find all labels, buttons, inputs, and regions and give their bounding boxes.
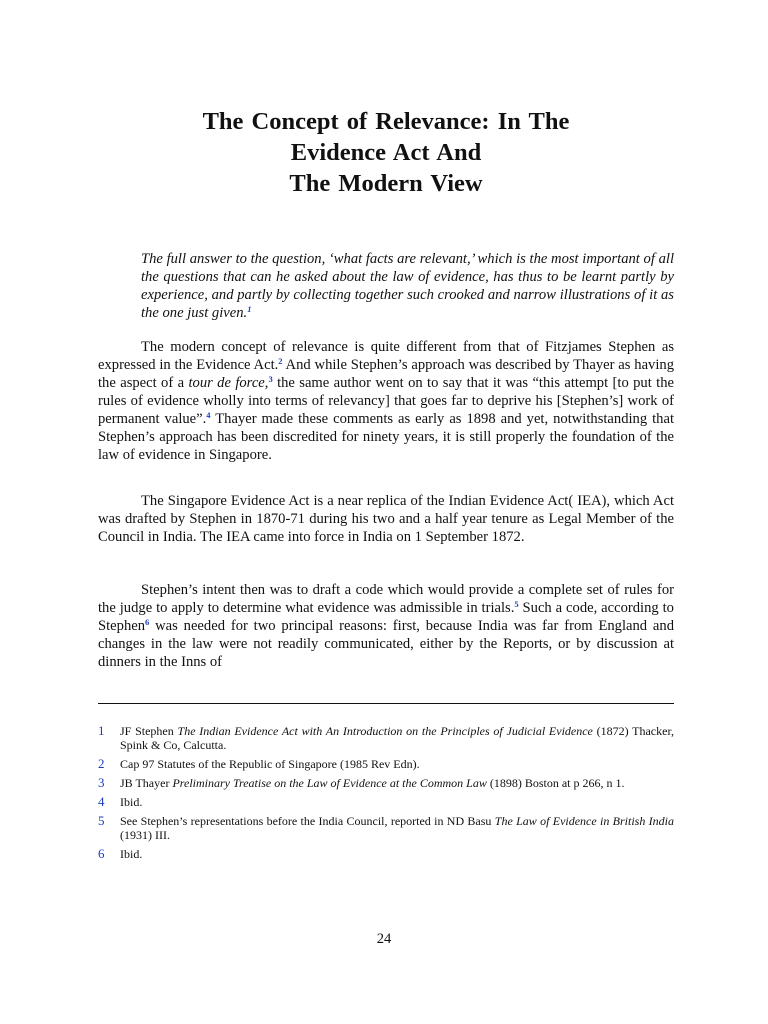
- body-paragraph-3: [98, 581, 674, 671]
- footnote-italic: The Indian Evidence Act with An Introduction on the Principles of Judicial Evidence: [177, 724, 593, 738]
- paragraph-text: was needed for two principal reasons: first, because India was far from England and changes in the law were not readily communicated, either by the Reports, or by discussion at dinners in the Inns of: [98, 618, 674, 670]
- footnote-number[interactable]: 2: [98, 756, 105, 771]
- footnote-number[interactable]: 5: [98, 813, 105, 828]
- paragraph-text: And while Stephen’s approach was described by Thayer as having the aspect of a: [98, 357, 675, 391]
- paragraph-text: The Singapore Evidence Act is a near replica of the Indian Evidence Act( IEA), which Act was drafted by Stephen in 1870-71 during his two and a half year tenure as Legal Member of the Council in India. The IEA came into force in India on 1 September 1872.: [98, 493, 674, 545]
- footnote-number[interactable]: 4: [98, 794, 105, 809]
- footnote-italic: Preliminary Treatise on the Law of Evidence at the Common Law: [172, 776, 487, 790]
- footnote-italic: The Law of Evidence in British India: [494, 814, 675, 828]
- footnotes-list: [98, 724, 674, 866]
- footnote-text: Ibid.: [120, 795, 143, 809]
- paragraph-text: The modern concept of relevance is quite different from that of Fitzjames Stephen as expressed in the Evidence Act.: [98, 339, 674, 373]
- paragraph-text: Stephen’s intent then was to draft a code which would provide a complete set of rules for the judge to apply to determine what evidence was admissible in trials.: [98, 582, 674, 616]
- footnote-text: (1872) Thacker, Spink & Co, Calcutta.: [120, 724, 674, 752]
- italic-phrase: tour de force: [188, 375, 265, 391]
- page-number: 24: [376, 931, 392, 947]
- title-line-1: The Concept of Relevance: In The: [202, 108, 570, 135]
- footnote-number[interactable]: 6: [98, 846, 105, 861]
- footnote-ref-3[interactable]: 3: [268, 374, 273, 384]
- footnote-text: (1898) Boston at p 266, n 1.: [486, 776, 625, 790]
- footnote-text: JB Thayer: [120, 776, 173, 790]
- chapter-title: [98, 106, 674, 199]
- footnote-item: [98, 814, 674, 842]
- footnote-text: JF Stephen: [120, 724, 178, 738]
- footnote-ref-2[interactable]: 2: [278, 356, 283, 366]
- footnote-item: [98, 795, 674, 809]
- paragraph-text: the same author went on to say that it was “this attempt [to put the rules of evidence wholly into terms of relevancy] that goes far to deprive his [Stephen’s] work of permanent value”.: [98, 375, 674, 427]
- footnote-text: Ibid.: [120, 847, 143, 861]
- footnote-text: Cap 97 Statutes of the Republic of Singapore (1985 Rev Edn).: [120, 757, 420, 771]
- footnote-number[interactable]: 1: [98, 723, 105, 738]
- footnote-ref-6[interactable]: 6: [145, 617, 150, 627]
- footnote-ref-5[interactable]: 5: [514, 599, 519, 609]
- body-paragraph-2: [98, 492, 674, 546]
- paragraph-text: Thayer made these comments as early as 1898 and yet, notwithstanding that Stephen’s approach has been discredited for ninety years, it is still properly the foundation of the law of evidence in Singapore.: [98, 411, 675, 463]
- footnote-text: See Stephen’s representations before the India Council, reported in ND Basu: [120, 814, 495, 828]
- footnote-number[interactable]: 3: [98, 775, 105, 790]
- footnote-item: [98, 847, 674, 861]
- footnote-ref-1[interactable]: 1: [247, 304, 252, 314]
- footnote-divider: [98, 703, 674, 704]
- title-line-2: Evidence Act And: [290, 139, 482, 166]
- title-line-3: The Modern View: [289, 170, 483, 197]
- epigraph-text: The full answer to the question, ‘what facts are relevant,’ which is the most important of all the questions that can he asked about the law of evidence, has thus to be learnt partly by experience, and partly by collecting together such crooked and narrow illustrations of it as the one just given.: [141, 251, 674, 321]
- footnote-item: [98, 776, 674, 790]
- footnote-item: [98, 757, 674, 771]
- footnote-ref-4[interactable]: 4: [206, 410, 211, 420]
- footnote-text: (1931) III.: [120, 828, 170, 842]
- paragraph-text: Such a code, according to Stephen: [98, 600, 674, 634]
- paragraph-text: ,: [264, 375, 269, 391]
- footnote-item: [98, 724, 674, 752]
- epigraph-quote: [141, 250, 674, 322]
- body-paragraph-1: [98, 338, 674, 464]
